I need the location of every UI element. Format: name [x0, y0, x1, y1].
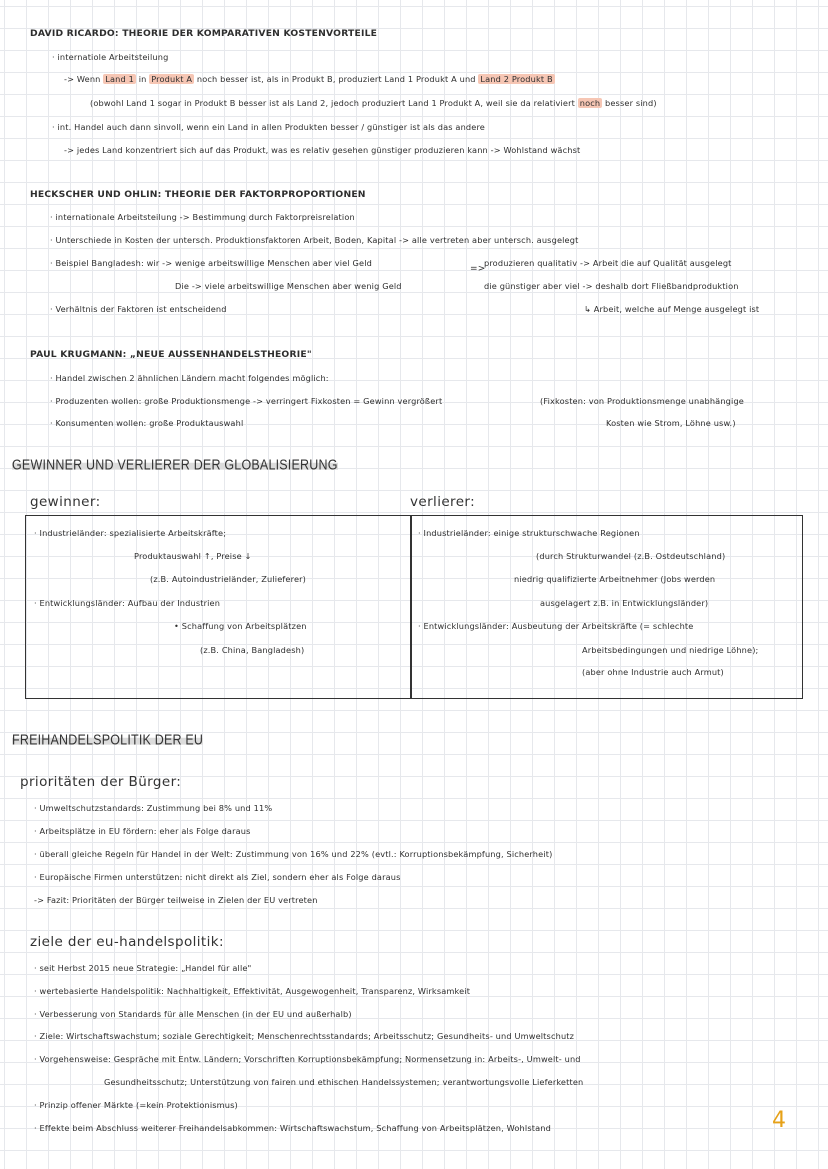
gewinner-label: gewinner:	[30, 494, 101, 510]
verlierer-line-4: ausgelagert z.B. in Entwicklungsländer)	[540, 598, 709, 608]
table-divider	[410, 515, 412, 699]
ziele-line-7: · Prinzip offener Märkte (=kein Protektionismus)	[34, 1100, 238, 1110]
heckscher-line-2: · Unterschiede in Kosten der untersch. Produktionsfaktoren Arbeit, Boden, Kapital -> alle vertreten aber untersch. ausgelegt	[50, 235, 579, 245]
eu-heading: FREIHANDELSPOLITIK DER EU	[12, 732, 204, 749]
gewinner-line-6: (z.B. China, Bangladesh)	[200, 645, 305, 655]
prio-line-3: · überall gleiche Regeln für Handel in der Welt: Zustimmung von 16% und 22% (evtl.: Korruptionsbekämpfung, Sicherheit)	[34, 849, 553, 859]
gewinner-line-2: Produktauswahl ↑, Preise ↓	[134, 551, 252, 561]
heckscher-heading: HECKSCHER UND OHLIN: THEORIE DER FAKTORPROPORTIONEN	[30, 189, 366, 200]
highlight-land-1: Land 1	[105, 74, 134, 84]
heckscher-line-3-right: produzieren qualitativ -> Arbeit die auf Qualität ausgelegt	[484, 258, 732, 268]
verlierer-label: verlierer:	[410, 494, 476, 510]
ricardo-line-2: -> Wenn Land 1 in Produkt A noch besser ist, als in Produkt B, produziert Land 1 Produkt A und Land 2 Produkt B	[64, 74, 553, 84]
verlierer-line-6: Arbeitsbedingungen und niedrige Löhne);	[582, 645, 759, 655]
ziele-line-1: · seit Herbst 2015 neue Strategie: „Handel für alle"	[34, 963, 252, 973]
ziele-line-8: · Effekte beim Abschluss weiterer Freihandelsabkommen: Wirtschaftswachstum, Schaffung von Arbeitsplätzen, Wohlstand	[34, 1123, 551, 1133]
ricardo-line-5: -> jedes Land konzentriert sich auf das Produkt, was es relativ gesehen günstiger produzieren kann -> Wohlstand wächst	[64, 145, 581, 155]
krugmann-line-3: · Konsumenten wollen: große Produktauswahl	[50, 418, 244, 428]
ziele-heading: ziele der eu-handelspolitik:	[30, 934, 224, 950]
ricardo-line-1: · internatiole Arbeitsteilung	[52, 52, 169, 62]
ziele-line-6: Gesundheitsschutz; Unterstützung von fairen und ethischen Handelssystemen; verantwortungsvolle Lieferketten	[104, 1077, 584, 1087]
heckscher-line-1: · internationale Arbeitsteilung -> Bestimmung durch Faktorpreisrelation	[50, 212, 355, 222]
heckscher-line-4: Die -> viele arbeitswillige Menschen aber wenig Geld	[175, 281, 402, 291]
gewinner-line-1: · Industrieländer: spezialisierte Arbeitskräfte;	[34, 528, 227, 538]
prioritaeten-heading: prioritäten der Bürger:	[20, 774, 182, 790]
ricardo-heading: DAVID RICARDO: THEORIE DER KOMPARATIVEN KOSTENVORTEILE	[30, 28, 378, 39]
highlight-land-2-produkt-b: Land 2 Produkt B	[480, 74, 553, 84]
heckscher-arrow: =>	[470, 264, 486, 274]
gewinner-line-3: (z.B. Autoindustrieländer, Zulieferer)	[150, 574, 307, 584]
heckscher-line-4-right: die günstiger aber viel -> deshalb dort Fließbandproduktion	[484, 281, 739, 291]
krugmann-line-3-right: Kosten wie Strom, Löhne usw.)	[606, 418, 736, 428]
verlierer-line-3: niedrig qualifizierte Arbeitnehmer (Jobs werden	[514, 574, 716, 584]
ricardo-line-4: · int. Handel auch dann sinvoll, wenn ein Land in allen Produkten besser / günstiger ist als das andere	[52, 122, 485, 132]
ziele-line-4: · Ziele: Wirtschaftswachstum; soziale Gerechtigkeit; Menschenrechtsstandards; Arbeitsschutz; Gesundheits- und Umweltschutz	[34, 1031, 575, 1041]
globalisierung-heading: GEWINNER UND VERLIERER DER GLOBALISIERUNG	[12, 457, 338, 474]
krugmann-line-2-right: (Fixkosten: von Produktionsmenge unabhängige	[540, 396, 744, 406]
krugmann-line-2: · Produzenten wollen: große Produktionsmenge -> verringert Fixkosten = Gewinn vergrößert	[50, 396, 443, 406]
gewinner-line-4: · Entwicklungsländer: Aufbau der Industrien	[34, 598, 221, 608]
prio-line-4: · Europäische Firmen unterstützen: nicht direkt als Ziel, sondern eher als Folge daraus	[34, 872, 401, 882]
prio-line-2: · Arbeitsplätze in EU fördern: eher als Folge daraus	[34, 826, 251, 836]
page-number: 4	[772, 1108, 786, 1133]
ricardo-line-3: (obwohl Land 1 sogar in Produkt B besser ist als Land 2, jedoch produziert Land 1 Produkt A, weil sie da relativiert noch besser sind)	[90, 98, 657, 108]
verlierer-line-5: · Entwicklungsländer: Ausbeutung der Arbeitskräfte (= schlechte	[418, 621, 694, 631]
verlierer-line-2: (durch Strukturwandel (z.B. Ostdeutschland)	[536, 551, 726, 561]
heckscher-line-5-right: ↳ Arbeit, welche auf Menge ausgelegt ist	[584, 304, 760, 314]
prio-line-1: · Umweltschutzstandards: Zustimmung bei 8% und 11%	[34, 803, 273, 813]
prio-line-5: -> Fazit: Prioritäten der Bürger teilweise in Zielen der EU vertreten	[34, 895, 318, 905]
krugmann-heading: PAUL KRUGMANN: „NEUE AUSSENHANDELSTHEORIE"	[30, 349, 312, 360]
krugmann-line-1: · Handel zwischen 2 ähnlichen Ländern macht folgendes möglich:	[50, 373, 329, 383]
highlight-noch: noch	[579, 98, 601, 108]
heckscher-line-3: · Beispiel Bangladesh: wir -> wenige arbeitswillige Menschen aber viel Geld	[50, 258, 372, 268]
ziele-line-2: · wertebasierte Handelspolitik: Nachhaltigkeit, Effektivität, Ausgewogenheit, Transparenz, Wirksamkeit	[34, 986, 471, 996]
ziele-line-5: · Vorgehensweise: Gespräche mit Entw. Ländern; Vorschriften Korruptionsbekämpfung; Normensetzung in: Arbeits-, Umwelt- und	[34, 1054, 581, 1064]
verlierer-line-7: (aber ohne Industrie auch Armut)	[582, 667, 724, 677]
heckscher-line-5: · Verhältnis der Faktoren ist entscheidend	[50, 304, 227, 314]
ziele-line-3: · Verbesserung von Standards für alle Menschen (in der EU und außerhalb)	[34, 1009, 352, 1019]
gewinner-line-5: • Schaffung von Arbeitsplätzen	[174, 621, 307, 631]
verlierer-line-1: · Industrieländer: einige strukturschwache Regionen	[418, 528, 640, 538]
highlight-produkt-a: Produkt A	[151, 74, 193, 84]
